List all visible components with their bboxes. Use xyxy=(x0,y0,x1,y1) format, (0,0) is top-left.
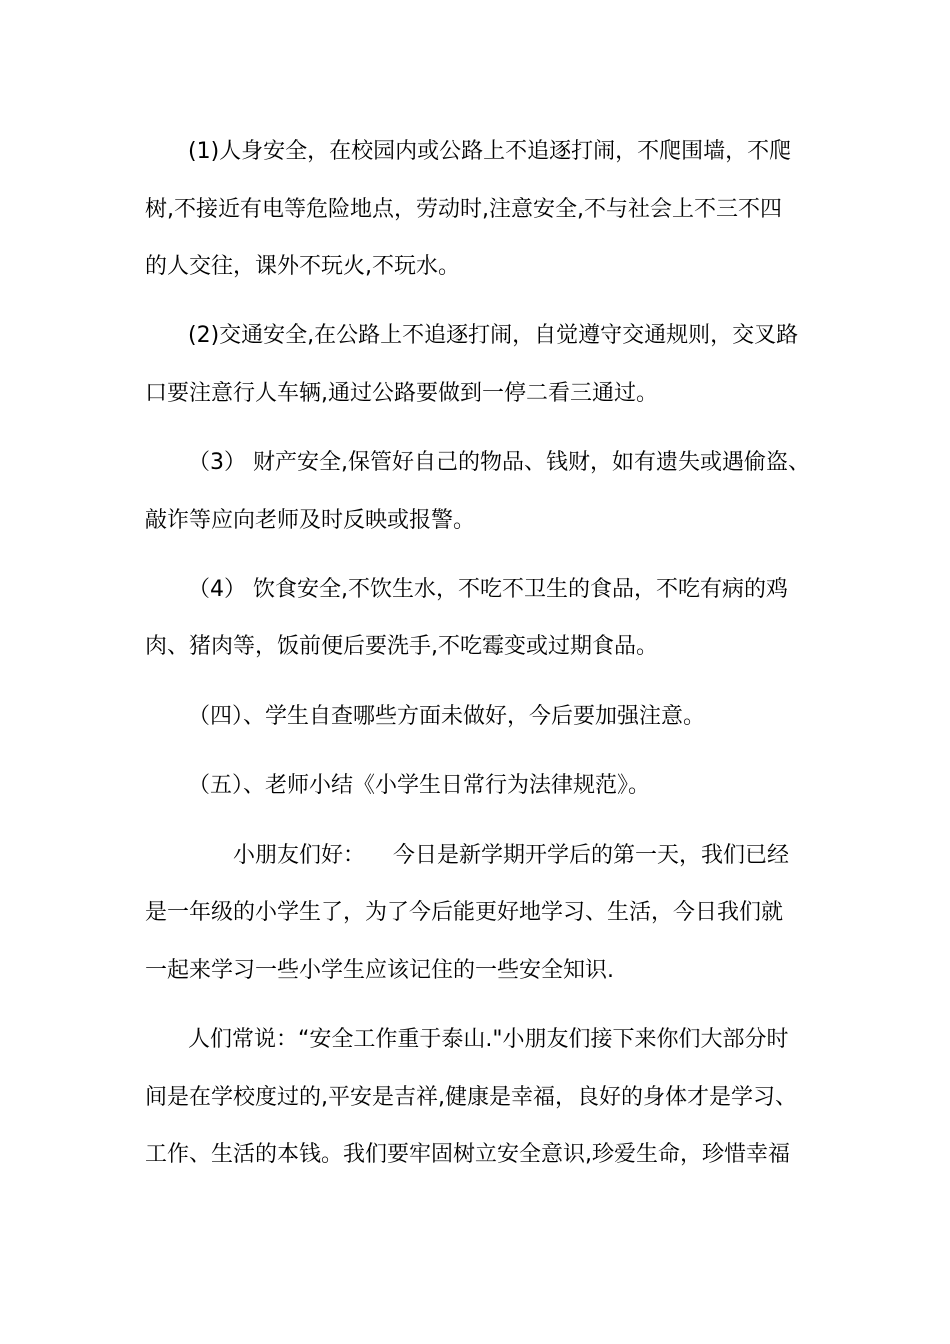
paragraph-7-line-1: 小朋友们好： 今日是新学期开学后的第一天，我们已经 xyxy=(233,843,789,868)
paragraph-7-line-3: 一起来学习一些小学生应该记住的一些安全知识. xyxy=(145,958,614,983)
paragraph-4-line-1: （4） 饮食安全,不饮生水，不吃不卫生的食品，不吃有病的鸡 xyxy=(188,577,788,602)
paragraph-3-line-1: （3） 财产安全,保管好自己的物品、钱财，如有遗失或遇偷盗、 xyxy=(188,450,810,475)
paragraph-8-line-3: 工作、生活的本钱。我们要牢固树立安全意识,珍爱生命，珍惜幸福 xyxy=(145,1142,790,1167)
paragraph-1-line-2: 树,不接近有电等危险地点，劳动时,注意安全,不与社会上不三不四 xyxy=(145,197,782,222)
paragraph-5-line-1: （四）、学生自查哪些方面未做好，今后要加强注意。 xyxy=(188,704,706,729)
paragraph-8-line-1: 人们常说：“安全工作重于泰山."小朋友们接下来你们大部分时 xyxy=(188,1027,789,1052)
paragraph-4-line-2: 肉、猪肉等，饭前便后要洗手,不吃霉变或过期食品。 xyxy=(145,634,658,659)
paragraph-2-line-1: (2)交通安全,在公路上不追逐打闹，自觉遵守交通规则，交叉路 xyxy=(188,323,799,348)
paragraph-6-line-1: （五）、老师小结《小学生日常行为法律规范》。 xyxy=(188,773,651,798)
paragraph-1-line-1: (1)人身安全，在校园内或公路上不追逐打闹，不爬围墙，不爬 xyxy=(188,139,792,164)
paragraph-1-line-3: 的人交往，课外不玩火,不玩水。 xyxy=(145,254,460,279)
paragraph-2-line-2: 口要注意行人车辆,通过公路要做到一停二看三通过。 xyxy=(145,381,658,406)
paragraph-3-line-2: 敲诈等应向老师及时反映或报警。 xyxy=(145,508,476,533)
paragraph-8-line-2: 间是在学校度过的,平安是吉祥,健康是幸福，良好的身体才是学习、 xyxy=(145,1085,797,1110)
paragraph-7-line-2: 是一年级的小学生了，为了今后能更好地学习、生活，今日我们就 xyxy=(145,900,784,925)
